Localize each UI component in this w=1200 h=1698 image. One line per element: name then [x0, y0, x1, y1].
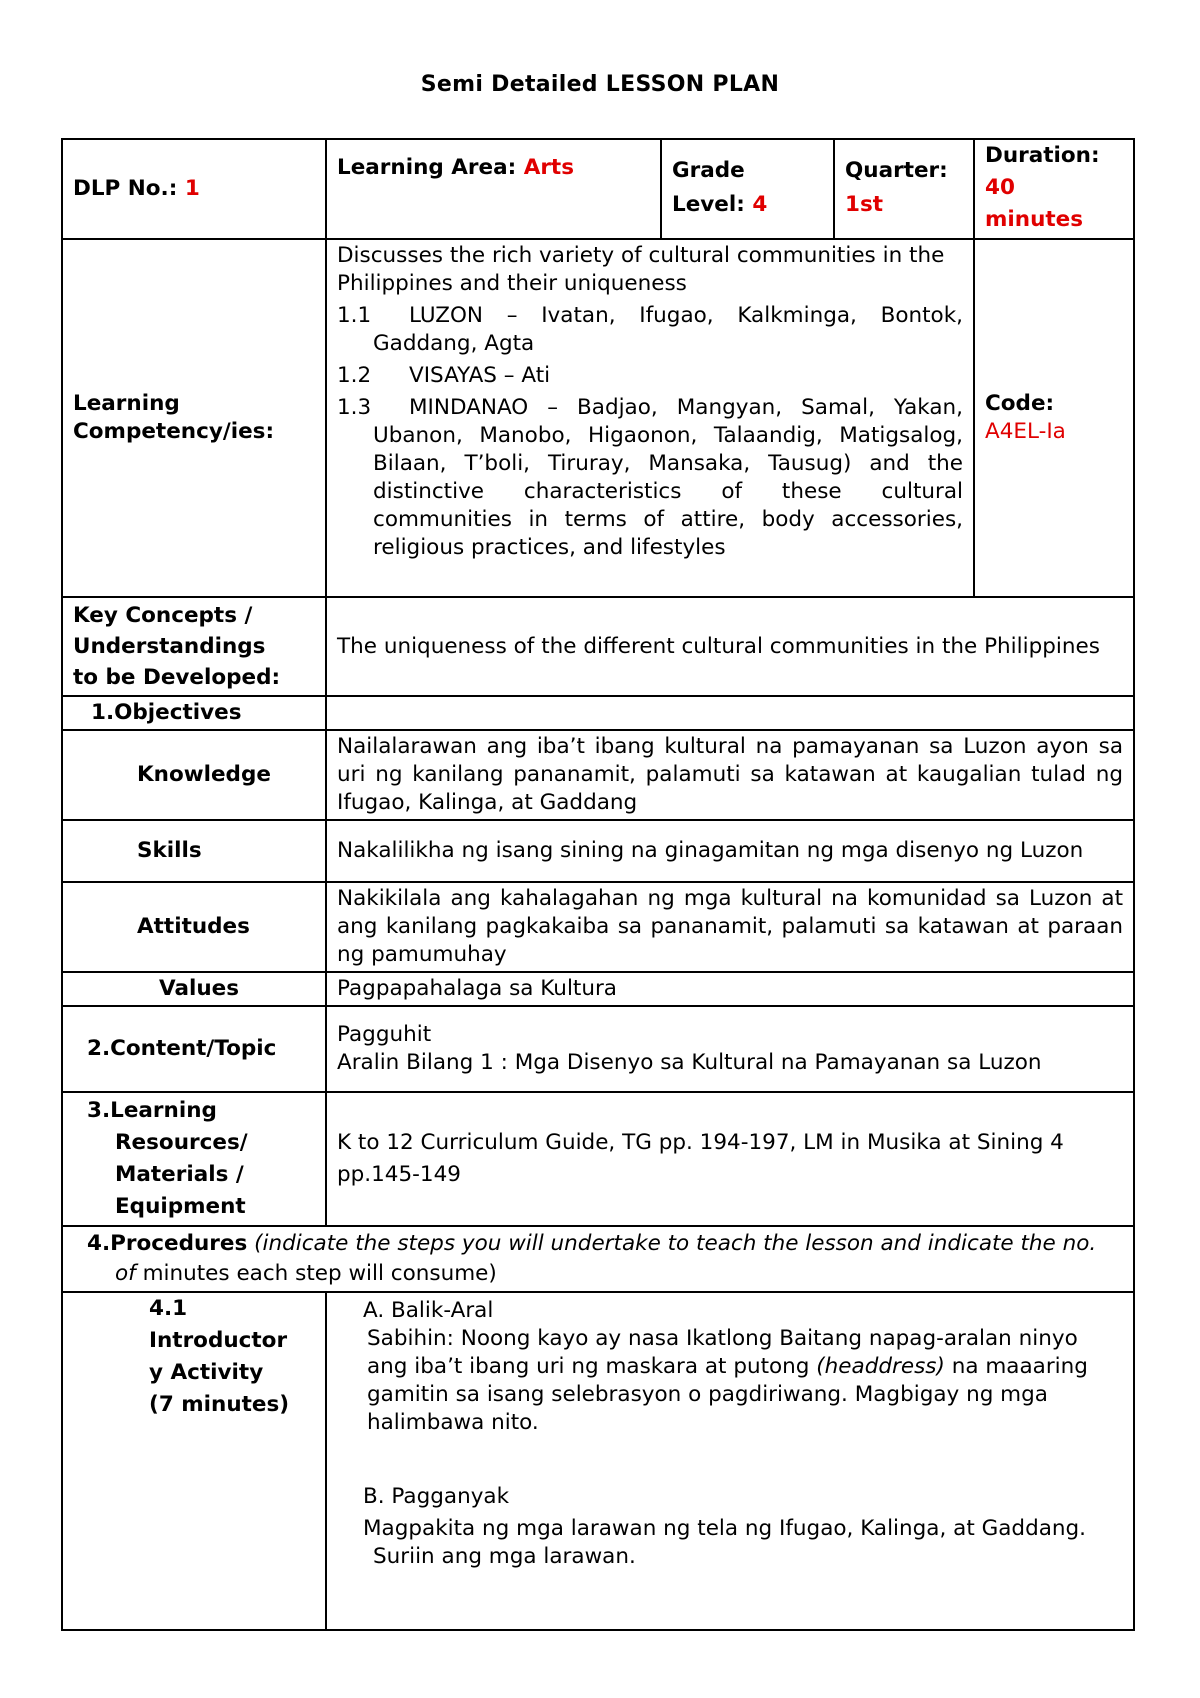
competency-label-cell	[62, 239, 326, 597]
objectives-row	[62, 696, 1134, 730]
key-concepts-label-3: to be Developed:	[73, 665, 281, 690]
key-concepts-label-cell	[62, 597, 326, 696]
procedures-cell	[62, 1226, 1134, 1292]
key-concepts-label-2: Understandings	[73, 634, 266, 659]
learning-area-value: Arts	[523, 155, 575, 180]
attitudes-text: Nakikilala ang kahalagahan ng mga kultural na komunidad sa Luzon at ang kanilang pagkakaiba sa pananamit, palamuti sa katawan at paraan ng pamumuhay	[326, 882, 1134, 972]
page-title: Semi Detailed LESSON PLAN	[420, 72, 780, 97]
grade-level-label: Level:	[672, 192, 745, 217]
procedures-note-end: minutes each step will consume)	[142, 1261, 497, 1286]
key-concepts-label-1: Key Concepts /	[73, 603, 253, 628]
procedures-label: 4.Procedures	[87, 1231, 248, 1256]
grade-cell	[661, 139, 834, 239]
skills-row	[62, 820, 1134, 882]
values-text: Pagpapahalaga sa Kultura	[326, 972, 1134, 1006]
competency-intro: Discusses the rich variety of cultural communities in the Philippines and their uniqueness	[337, 243, 945, 296]
intro-label-4: (7 minutes)	[149, 1392, 290, 1417]
balik-aral-text: Sabihin: Noong kayo ay nasa Ikatlong Baitang napag-aralan ninyo ang iba’t ibang uri ng maskara at putong	[367, 1326, 1078, 1379]
resources-label-4: Equipment	[115, 1194, 246, 1219]
values-label: Values	[62, 972, 326, 1006]
resources-text: K to 12 Curriculum Guide, TG pp. 194-197, LM in Musika at Sining 4 pp.145-149	[326, 1092, 1134, 1226]
duration-cell	[974, 139, 1134, 239]
competency-text-cell	[326, 239, 974, 597]
skills-text: Nakalilikha ng isang sining na ginagamitan ng mga disenyo ng Luzon	[326, 820, 1134, 882]
intro-activity-row	[62, 1292, 1134, 1630]
procedures-row	[62, 1226, 1134, 1292]
content-line-1: Pagguhit	[337, 1022, 432, 1047]
objectives-label: 1.Objectives	[62, 696, 326, 730]
skills-label: Skills	[62, 820, 326, 882]
resources-label-2: Resources/	[115, 1130, 248, 1155]
knowledge-label: Knowledge	[62, 730, 326, 820]
duration-unit: minutes	[985, 207, 1084, 232]
learning-area-label: Learning Area:	[337, 155, 517, 180]
knowledge-text: Nailalarawan ang iba’t ibang kultural na pamayanan sa Luzon ayon sa uri ng kanilang pananamit, palamuti sa katawan at kaugalian tulad ng Ifugao, Kalinga, at Gaddang	[326, 730, 1134, 820]
list-item	[337, 302, 963, 358]
competency-label-2: Competency/ies:	[73, 419, 275, 444]
lesson-plan-table	[61, 138, 1135, 1631]
content-text-cell	[326, 1006, 1134, 1092]
pagganyak-text: Magpakita ng mga larawan ng tela ng Ifugao, Kalinga, at Gaddang.	[363, 1516, 1087, 1541]
resources-label-cell	[62, 1092, 326, 1226]
quarter-cell	[834, 139, 974, 239]
duration-value: 40	[985, 175, 1015, 200]
key-concepts-row	[62, 597, 1134, 696]
pagganyak-text-2: Suriin ang mga larawan.	[373, 1544, 636, 1569]
intro-label-1: 4.1	[149, 1296, 188, 1321]
intro-activity-label-cell	[62, 1292, 326, 1630]
resources-row	[62, 1092, 1134, 1226]
objectives-empty	[326, 696, 1134, 730]
quarter-label: Quarter:	[845, 158, 948, 183]
dlp-value: 1	[184, 176, 200, 201]
competency-row	[62, 239, 1134, 597]
resources-label-1: 3.Learning	[87, 1098, 217, 1123]
item-text: LUZON – Ivatan, Ifugao, Kalkminga, Bontok, Gaddang, Agta	[373, 303, 963, 356]
intro-label-2: Introductor	[149, 1328, 288, 1353]
dlp-label: DLP No.:	[73, 176, 178, 201]
content-label: 2.Content/Topic	[62, 1006, 326, 1092]
content-row	[62, 1006, 1134, 1092]
item-number: 1.1	[337, 303, 372, 328]
balik-aral-italic: (headdress)	[816, 1354, 945, 1379]
balik-aral-title: A. Balik-Aral	[363, 1298, 494, 1323]
grade-label: Grade	[672, 158, 745, 183]
resources-label-3: Materials /	[115, 1162, 244, 1187]
pagganyak-title: B. Pagganyak	[363, 1484, 510, 1509]
knowledge-row	[62, 730, 1134, 820]
procedures-note: (indicate the steps you will undertake to teach the lesson and indicate the no. of	[115, 1231, 1097, 1286]
competency-list	[337, 302, 963, 562]
dlp-cell	[62, 139, 326, 239]
code-label: Code:	[985, 391, 1055, 416]
balik-aral-text-2: na maaaring gamitin sa isang selebrasyon o pagdiriwang. Magbigay ng mga halimbawa nito.	[367, 1354, 1088, 1435]
intro-label-3: y Activity	[149, 1360, 264, 1385]
attitudes-row	[62, 882, 1134, 972]
code-value: A4EL-Ia	[985, 419, 1066, 444]
duration-label: Duration:	[985, 143, 1100, 168]
quarter-value: 1st	[845, 192, 884, 217]
attitudes-label: Attitudes	[62, 882, 326, 972]
item-number: 1.3	[337, 395, 372, 420]
grade-value: 4	[752, 192, 768, 217]
key-concepts-text: The uniqueness of the different cultural communities in the Philippines	[326, 597, 1134, 696]
item-number: 1.2	[337, 363, 372, 388]
intro-activity-content	[326, 1292, 1134, 1630]
item-text: MINDANAO – Badjao, Mangyan, Samal, Yakan, Ubanon, Manobo, Higaonon, Talaandig, Matigsalog, Bilaan, T’boli, Tiruray, Mansaka, Tausug) and the distinctive characteristics of these cultural communities in terms of attire, body accessories, religious practices, and lifestyles	[373, 395, 963, 560]
learning-area-cell	[326, 139, 661, 239]
list-item	[337, 362, 963, 390]
content-line-2: Aralin Bilang 1 : Mga Disenyo sa Kultural na Pamayanan sa Luzon	[337, 1050, 1042, 1075]
code-cell	[974, 239, 1134, 597]
item-text: VISAYAS – Ati	[409, 363, 551, 388]
header-row	[62, 139, 1134, 239]
list-item	[337, 394, 963, 562]
values-row	[62, 972, 1134, 1006]
competency-label-1: Learning	[73, 391, 180, 416]
